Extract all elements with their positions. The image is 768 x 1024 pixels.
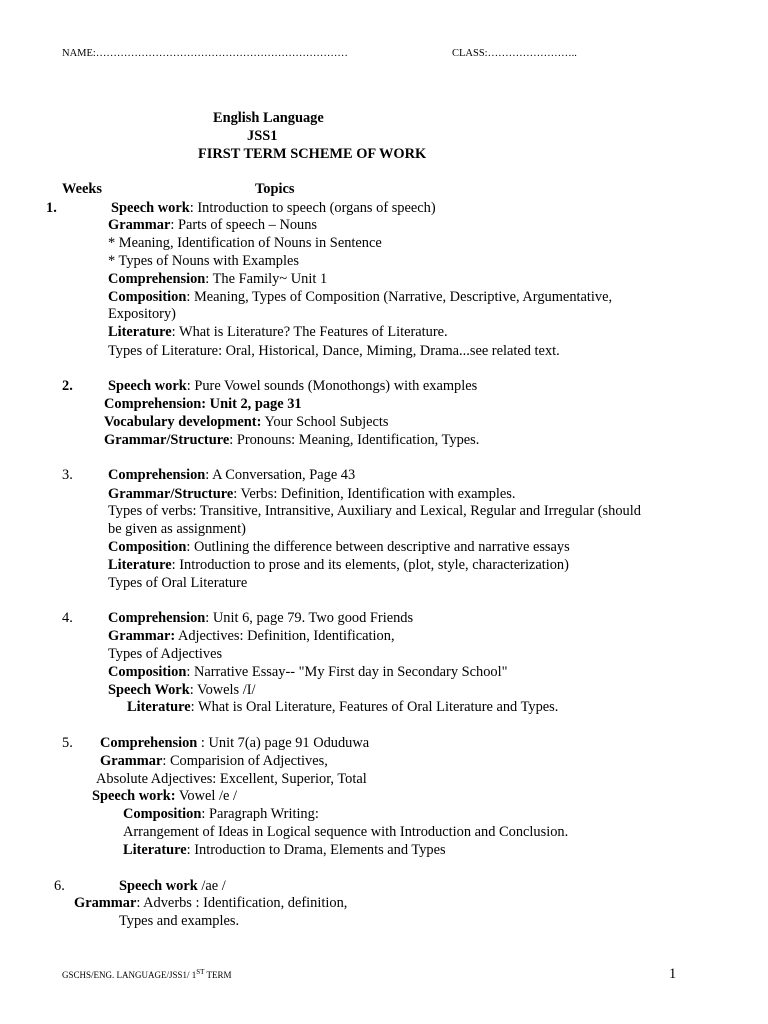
topic-line: Composition: Outlining the difference between descriptive and narrative essays: [108, 539, 570, 555]
topic-line: * Types of Nouns with Examples: [108, 253, 299, 269]
week-number: 6.: [54, 878, 65, 894]
topic-line: Composition: Meaning, Types of Composition (Narrative, Descriptive, Argumentative,: [108, 289, 613, 305]
topic-line: Comprehension : Unit 7(a) page 91 Oduduwa: [100, 735, 370, 751]
topic-line: be given as assignment): [108, 521, 246, 537]
topic-line: Speech work /ae /: [119, 878, 226, 894]
doc-subject: English Language: [213, 110, 324, 126]
topic-line: Types and examples.: [119, 913, 240, 929]
page-number: 1: [669, 966, 677, 982]
topic-line: Literature: What is Oral Literature, Features of Oral Literature and Types.: [127, 699, 559, 715]
name-field-label: NAME:………………………………………………………………: [62, 48, 348, 59]
topic-line: Speech work: Vowel /e /: [92, 788, 237, 804]
topic-line: Types of Literature: Oral, Historical, Dance, Miming, Drama...see related text.: [108, 343, 560, 359]
footer-reference: GSCHS/ENG. LANGUAGE/JSS1/ 1ST TERM: [62, 968, 232, 980]
topic-line: Comprehension: A Conversation, Page 43: [108, 467, 356, 483]
topic-line: Literature: Introduction to prose and its elements, (plot, style, characterization): [108, 557, 569, 573]
topic-line: Types of Adjectives: [108, 646, 223, 662]
topic-line: Comprehension: Unit 6, page 79. Two good Friends: [108, 610, 414, 626]
topic-line: Expository): [108, 306, 176, 322]
topic-line: Grammar: Adverbs : Identification, definition,: [74, 895, 348, 911]
topic-line: Literature: Introduction to Drama, Elements and Types: [123, 842, 446, 858]
topic-line: * Meaning, Identification of Nouns in Sentence: [108, 235, 382, 251]
doc-title: FIRST TERM SCHEME OF WORK: [198, 146, 427, 162]
class-field-label: CLASS:……………………..: [452, 48, 577, 59]
topic-line: Grammar/Structure: Pronouns: Meaning, Identification, Types.: [104, 432, 480, 448]
topic-line: Grammar: Parts of speech – Nouns: [108, 217, 318, 233]
week-number: 1.: [46, 200, 57, 216]
doc-class: JSS1: [247, 128, 278, 144]
topic-line: Absolute Adjectives: Excellent, Superior, Total: [96, 771, 367, 787]
topic-line: Grammar/Structure: Verbs: Definition, Identification with examples.: [108, 486, 516, 502]
week-number: 4.: [62, 610, 73, 626]
topic-line: Comprehension: The Family~ Unit 1: [108, 271, 328, 287]
topic-line: Comprehension: Unit 2, page 31: [104, 396, 302, 412]
topic-line: Speech Work: Vowels /I/: [108, 682, 256, 698]
topic-line: Grammar: Adjectives: Definition, Identification,: [108, 628, 395, 644]
topic-line: Types of verbs: Transitive, Intransitive, Auxiliary and Lexical, Regular and Irregular (should: [108, 503, 641, 519]
weeks-heading: Weeks: [62, 181, 102, 197]
topic-line: Speech work: Pure Vowel sounds (Monothongs) with examples: [108, 378, 478, 394]
topic-line: Vocabulary development: Your School Subjects: [104, 414, 389, 430]
topics-heading: Topics: [255, 181, 295, 197]
topic-line: Composition: Narrative Essay-- "My First day in Secondary School": [108, 664, 508, 680]
week-number: 2.: [62, 378, 73, 394]
topic-line: Composition: Paragraph Writing:: [123, 806, 319, 822]
topic-line: Speech work: Introduction to speech (organs of speech): [111, 200, 436, 216]
week-number: 3.: [62, 467, 73, 483]
topic-line: Arrangement of Ideas in Logical sequence with Introduction and Conclusion.: [123, 824, 569, 840]
week-number: 5.: [62, 735, 73, 751]
topic-line: Grammar: Comparision of Adjectives,: [100, 753, 328, 769]
topic-line: Types of Oral Literature: [108, 575, 248, 591]
topic-line: Literature: What is Literature? The Features of Literature.: [108, 324, 448, 340]
